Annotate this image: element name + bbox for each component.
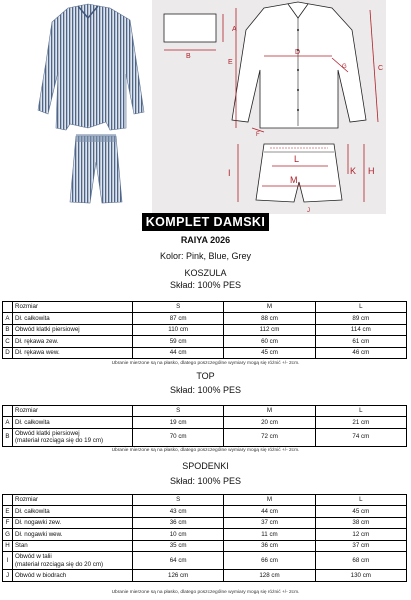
measurement-note: Ubranie mierzone są na płasko, dlatego poszczególne wymiary mogą się różnić +/- 2cm.: [111, 590, 300, 595]
composition-top: Skład: 100% PES: [169, 385, 242, 395]
diagram-label-j: J: [307, 208, 310, 214]
header-cell: M: [224, 495, 315, 506]
header-cell: S: [133, 495, 224, 506]
header-cell: Rozmiar: [13, 406, 133, 417]
diagram-label-i: I: [228, 168, 231, 178]
table-row: G Dł. nogawki wew. 10 cm 11 cm 12 cm: [3, 529, 407, 541]
composition-koszula: Skład: 100% PES: [169, 280, 242, 290]
product-photo: [30, 2, 148, 204]
table-row: I Obwód w talii (materiał rozciąga się do 20 cm) 64 cm 66 cm 68 cm: [3, 552, 407, 570]
diagram-label-e: E: [228, 59, 233, 66]
measurement-note: Ubranie mierzone są na płasko, dlatego poszczególne wymiary mogą się różnić +/- 2cm.: [111, 361, 300, 366]
model-name: RAIYA 2026: [180, 235, 231, 245]
table-row: C Dł. rękawa zew. 59 cm 60 cm 61 cm: [3, 336, 407, 348]
header-cell: L: [315, 406, 406, 417]
table-header-row: [3, 495, 407, 506]
diagram-label-h: H: [368, 166, 375, 176]
diagram-label-k: K: [350, 166, 357, 176]
composition-spodenki: Skład: 100% PES: [169, 476, 242, 486]
header-cell: L: [315, 495, 406, 506]
section-title-koszula: KOSZULA: [184, 268, 227, 278]
diagram-label-a: A: [232, 26, 237, 33]
table-row: J Obwód w biodrach 126 cm 128 cm 130 cm: [3, 570, 407, 582]
diagram-label-b: B: [186, 53, 191, 60]
table-header-row: [3, 406, 407, 417]
table-row: D Dł. rękawa wew. 44 cm 45 cm 46 cm: [3, 347, 407, 359]
diagram-label-g: G: [342, 64, 347, 70]
table-row: H Stan 35 cm 36 cm 37 cm: [3, 540, 407, 552]
size-table-spodenki: [2, 494, 407, 582]
table-row: E Dł. całkowita 43 cm 44 cm 45 cm: [3, 506, 407, 518]
size-table-top: [2, 405, 407, 447]
section-title-spodenki: SPODENKI: [182, 461, 229, 471]
diagram-label-d: D: [295, 49, 301, 56]
header-cell: M: [224, 406, 315, 417]
diagram-label-l: L: [294, 154, 300, 164]
diagram-label-c: C: [378, 65, 384, 72]
header-cell: Rozmiar: [13, 495, 133, 506]
document-title: KOMPLET DAMSKI: [0, 213, 411, 231]
table-row: A Dł. całkowita 19 cm 20 cm 21 cm: [3, 417, 407, 429]
table-row: F Dł. nogawki zew. 36 cm 37 cm 38 cm: [3, 517, 407, 529]
diagram-label-m: M.: [290, 175, 300, 185]
table-row: B Obwód klatki piersiowej (materiał rozciąga się do 19 cm) 70 cm 72 cm 74 cm: [3, 428, 407, 446]
diagram-label-f: F: [256, 132, 260, 138]
section-title-top: TOP: [196, 371, 215, 381]
header-cell: L: [315, 302, 406, 313]
header-cell: S: [133, 406, 224, 417]
header-cell: M: [224, 302, 315, 313]
colors-line: Kolor: Pink, Blue, Grey: [159, 251, 252, 261]
size-table-koszula: [2, 301, 407, 359]
table-header-row: [3, 302, 407, 313]
measurement-diagram: [152, 0, 386, 214]
header-cell: Rozmiar: [13, 302, 133, 313]
table-row: B Obwód klatki piersiowej 110 cm 112 cm 114 cm: [3, 324, 407, 336]
header-cell: S: [133, 302, 224, 313]
measurement-note: Ubranie mierzone są na płasko, dlatego poszczególne wymiary mogą się różnić +/- 2cm.: [111, 448, 300, 453]
table-row: A Dł. całkowita 87 cm 88 cm 89 cm: [3, 313, 407, 325]
